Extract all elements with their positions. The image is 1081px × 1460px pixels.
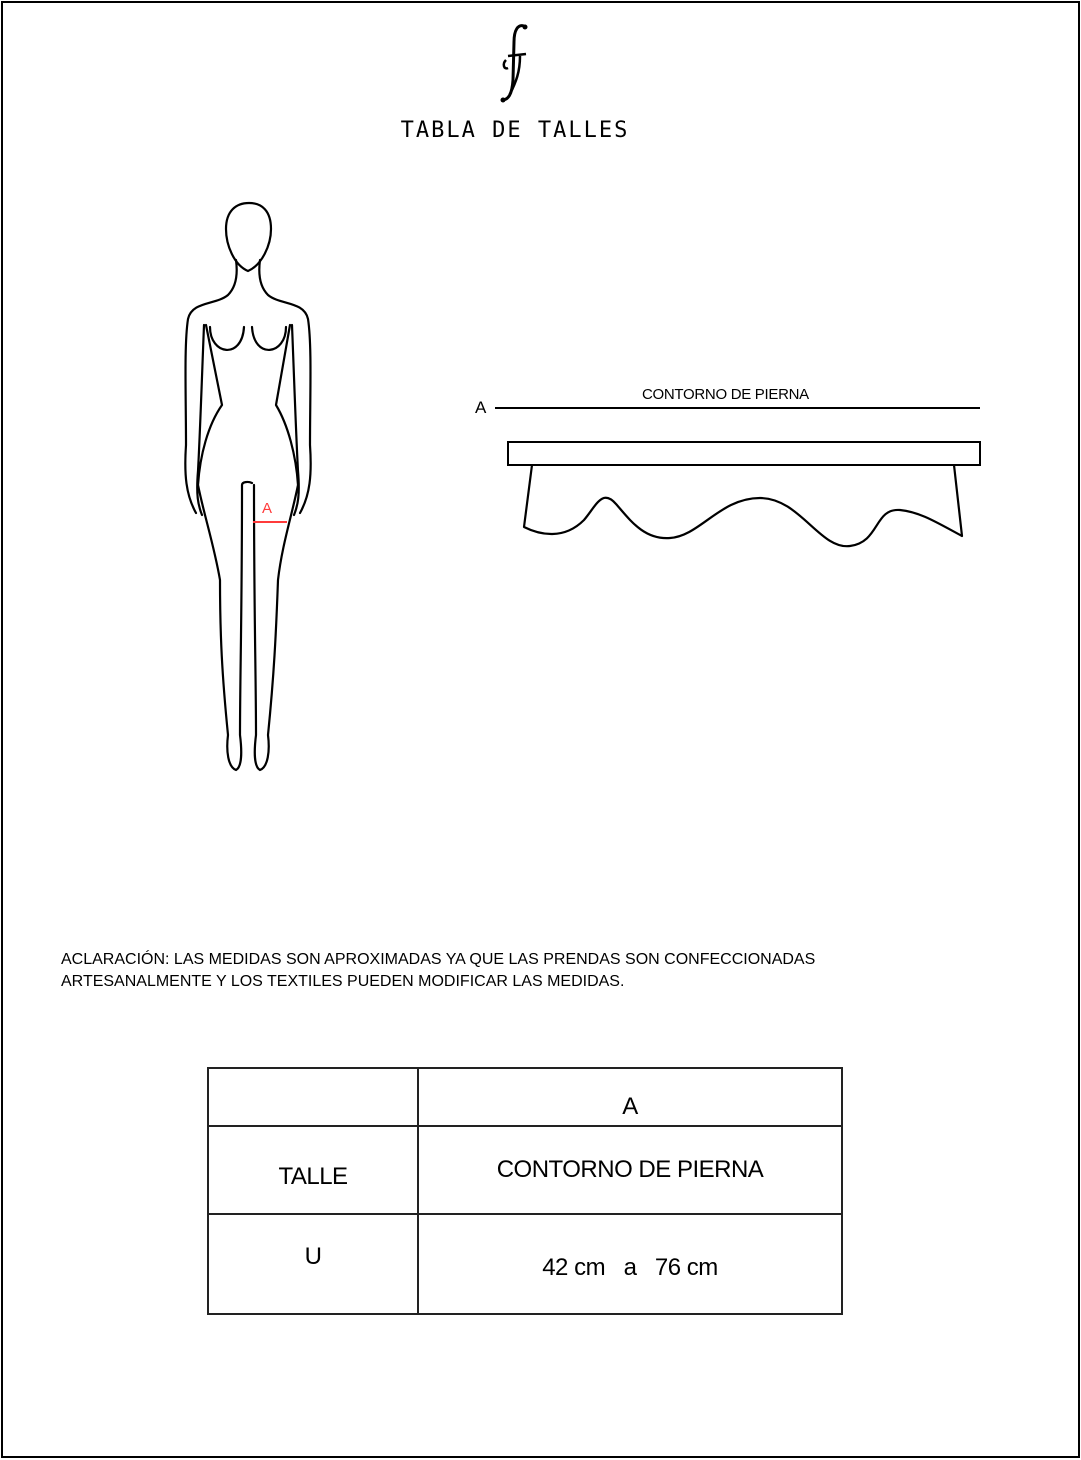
garment-measure-marker: A [475,398,487,417]
table-cell-measure-value: 42 cm a 76 cm [418,1214,842,1314]
table-cell-empty [208,1068,418,1126]
page-title: TABLA DE TALLES [400,118,630,143]
disclaimer-line-1: ACLARACIÓN: LAS MEDIDAS SON APROXIMADAS YA QUE LAS PRENDAS SON CONFECCIONADAS [61,951,816,968]
size-table [207,1067,843,1315]
garment-measure-label: CONTORNO DE PIERNA [642,386,809,403]
table-row [208,1214,842,1314]
garment-diagram-illustration [460,380,1000,560]
table-header-measure-code: A [418,1068,842,1126]
disclaimer-note [61,949,961,993]
disclaimer-line-2: ARTESANALMENTE Y LOS TEXTILES PUEDEN MODIFICAR LAS MEDIDAS. [61,973,625,990]
brand-logo-icon [496,20,536,110]
table-label-row [208,1126,842,1214]
table-header-measure-name: CONTORNO DE PIERNA [418,1126,842,1214]
table-header-size: TALLE [208,1126,418,1214]
body-figure-illustration [170,195,330,785]
figure-measure-marker: A [262,500,273,517]
table-cell-size: U [208,1214,418,1314]
table-header-row [208,1068,842,1126]
